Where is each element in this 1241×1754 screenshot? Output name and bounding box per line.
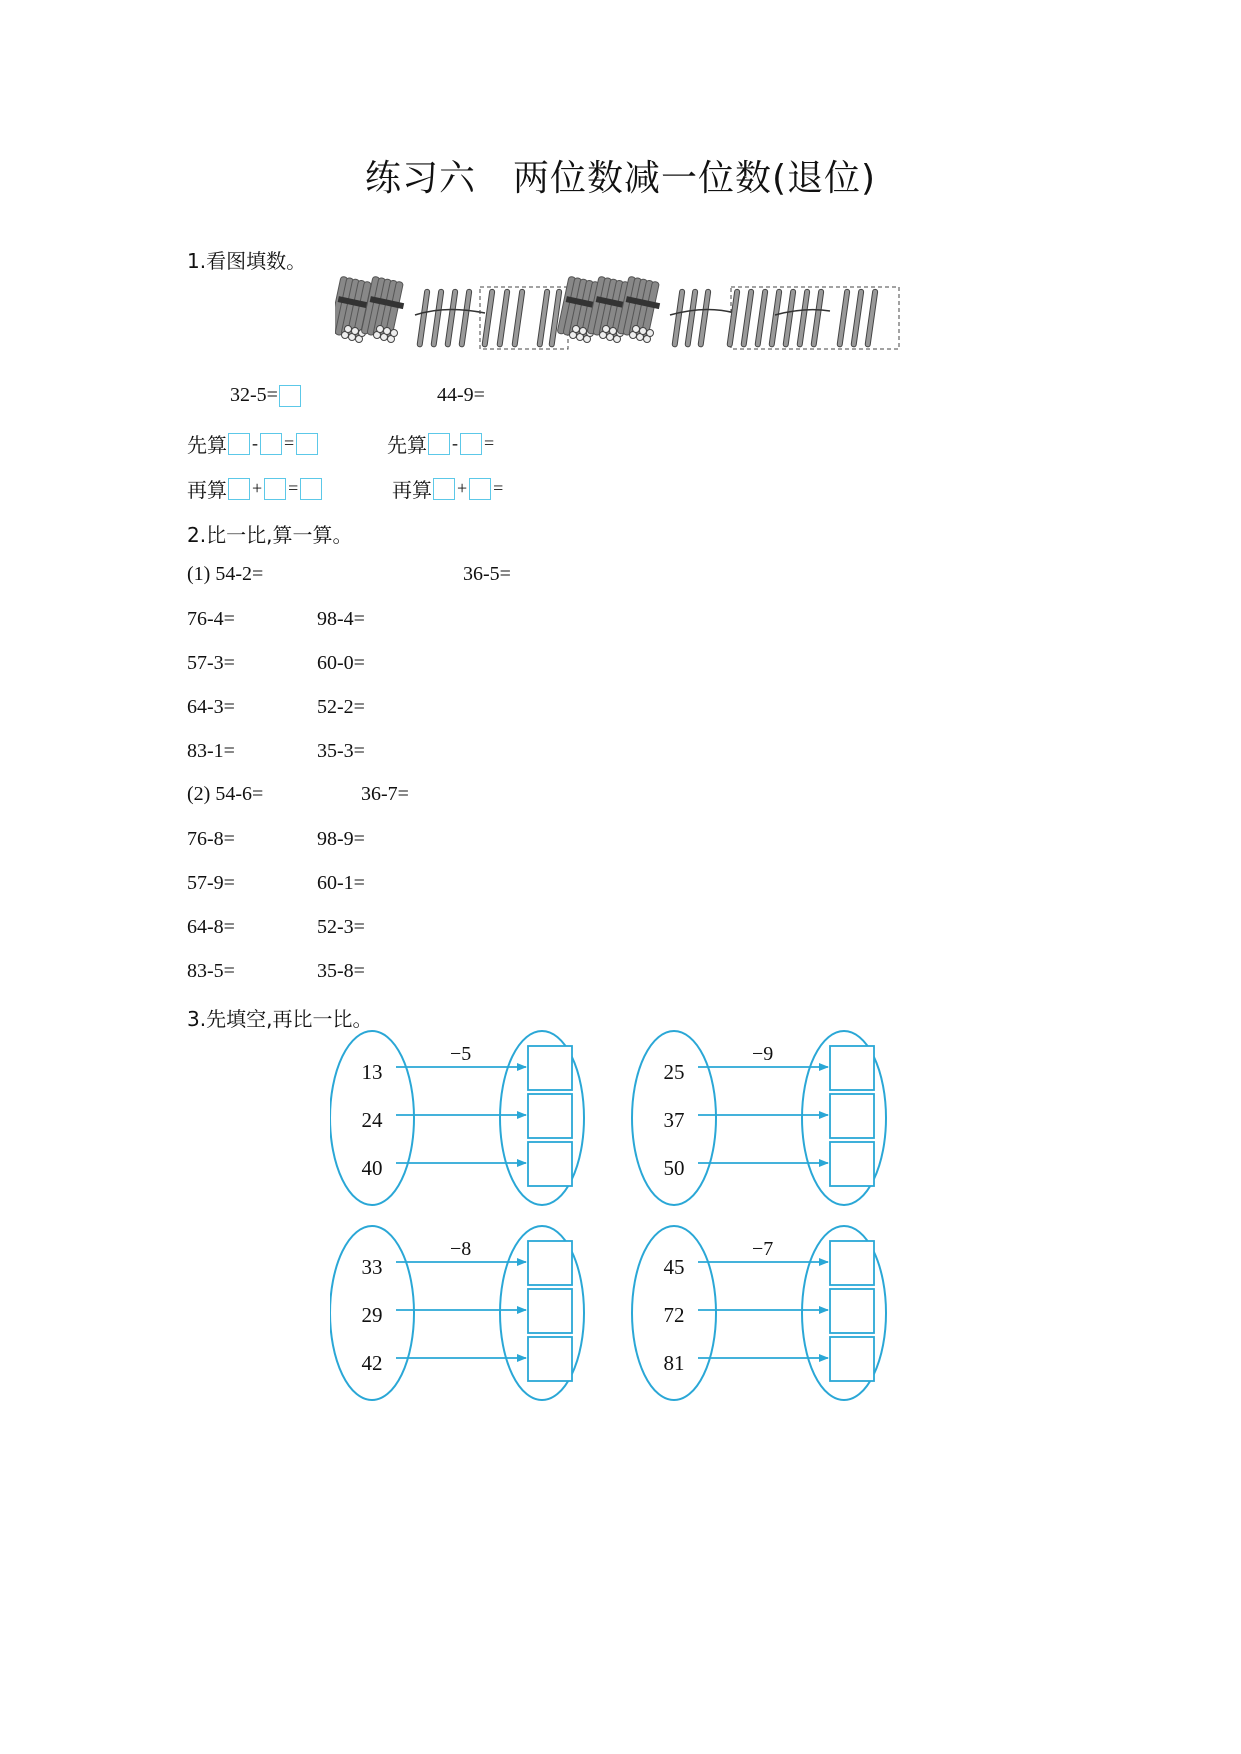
expression: 54-6= (215, 783, 264, 805)
minus-sign: - (252, 433, 258, 453)
input-number: 37 (663, 1108, 685, 1132)
expression: 60-1= (317, 872, 365, 894)
answer-box[interactable] (830, 1046, 874, 1090)
answer-box[interactable] (528, 1337, 572, 1381)
answer-box[interactable] (528, 1142, 572, 1186)
plus-sign: + (252, 478, 263, 498)
expression: 76-8= (187, 828, 235, 850)
input-number: 29 (361, 1303, 383, 1327)
answer-box[interactable] (830, 1094, 874, 1138)
equals-sign: = (284, 433, 295, 453)
answer-box[interactable] (830, 1142, 874, 1186)
input-number: 81 (663, 1351, 685, 1375)
expression: 64-3= (187, 696, 235, 718)
answer-box[interactable] (528, 1094, 572, 1138)
operation-label: −7 (752, 1238, 774, 1260)
section2-heading: 2.比一比,算一算。 (187, 523, 353, 547)
equals-sign: = (493, 478, 504, 498)
expression: 76-4= (187, 608, 235, 630)
expression: 52-3= (317, 916, 365, 938)
answer-box[interactable] (279, 385, 301, 407)
part2-row-first (187, 783, 263, 806)
section3-heading: 3.先填空,再比一比。 (187, 1007, 373, 1031)
step1-label: 先算 (387, 433, 427, 457)
expression: 83-5= (187, 960, 235, 982)
q1-left-step1 (187, 429, 319, 458)
expression: 60-0= (317, 652, 365, 674)
expression: 35-8= (317, 960, 365, 982)
expression: 52-2= (317, 696, 365, 718)
section1-heading: 1.看图填数。 (187, 249, 307, 273)
expression: 98-4= (317, 608, 365, 630)
answer-box[interactable] (260, 433, 282, 455)
q1-right-expression (437, 384, 485, 407)
equals-sign: = (288, 478, 299, 498)
answer-box[interactable] (528, 1241, 572, 1285)
q1-left-expression (230, 384, 302, 407)
q1-left-step2 (187, 474, 323, 503)
input-number: 45 (663, 1255, 685, 1279)
expression: 83-1= (187, 740, 235, 762)
mapping-diagram (632, 1031, 886, 1205)
operation-label: −8 (450, 1238, 472, 1260)
answer-box[interactable] (300, 478, 322, 500)
minus-sign: - (452, 433, 458, 453)
q1-right-expr-text: 44-9= (437, 384, 485, 406)
answer-box[interactable] (528, 1046, 572, 1090)
answer-box[interactable] (469, 478, 491, 500)
expression: 57-3= (187, 652, 235, 674)
mapping-diagram (330, 1226, 584, 1400)
expression: 57-9= (187, 872, 235, 894)
expression: 36-5= (463, 563, 511, 585)
q1-right-step1 (387, 429, 495, 458)
q1-left-expr-text: 32-5= (230, 384, 278, 406)
input-number: 33 (361, 1255, 383, 1279)
answer-box[interactable] (830, 1289, 874, 1333)
answer-box[interactable] (296, 433, 318, 455)
answer-box[interactable] (528, 1289, 572, 1333)
input-number: 40 (361, 1156, 383, 1180)
mapping-diagram (330, 1031, 584, 1205)
answer-box[interactable] (228, 433, 250, 455)
operation-label: −9 (752, 1043, 774, 1065)
input-number: 25 (663, 1060, 685, 1084)
page-title: 练习六 两位数减一位数(退位) (364, 158, 877, 199)
answer-box[interactable] (228, 478, 250, 500)
input-number: 42 (361, 1351, 383, 1375)
expression: 98-9= (317, 828, 365, 850)
q1-right-step2 (392, 474, 504, 503)
part1-row-first (187, 563, 263, 586)
expression: 36-7= (361, 783, 409, 805)
part1-label: (1) (187, 563, 211, 585)
input-number: 13 (361, 1060, 383, 1084)
answer-box[interactable] (433, 478, 455, 500)
expression: 35-3= (317, 740, 365, 762)
answer-box[interactable] (264, 478, 286, 500)
step2-label: 再算 (187, 478, 227, 502)
step1-label: 先算 (187, 433, 227, 457)
mapping-diagrams (330, 1030, 920, 1430)
answer-box[interactable] (428, 433, 450, 455)
mapping-diagram (632, 1226, 886, 1400)
answer-box[interactable] (460, 433, 482, 455)
expression: 64-8= (187, 916, 235, 938)
part2-label: (2) (187, 783, 211, 805)
answer-box[interactable] (830, 1337, 874, 1381)
equals-sign: = (484, 433, 495, 453)
expression: 54-2= (215, 563, 264, 585)
input-number: 72 (663, 1303, 685, 1327)
counting-sticks-illustration (335, 275, 900, 355)
input-number: 24 (361, 1108, 383, 1132)
input-number: 50 (663, 1156, 685, 1180)
plus-sign: + (457, 478, 468, 498)
answer-box[interactable] (830, 1241, 874, 1285)
operation-label: −5 (450, 1043, 472, 1065)
step2-label: 再算 (392, 478, 432, 502)
